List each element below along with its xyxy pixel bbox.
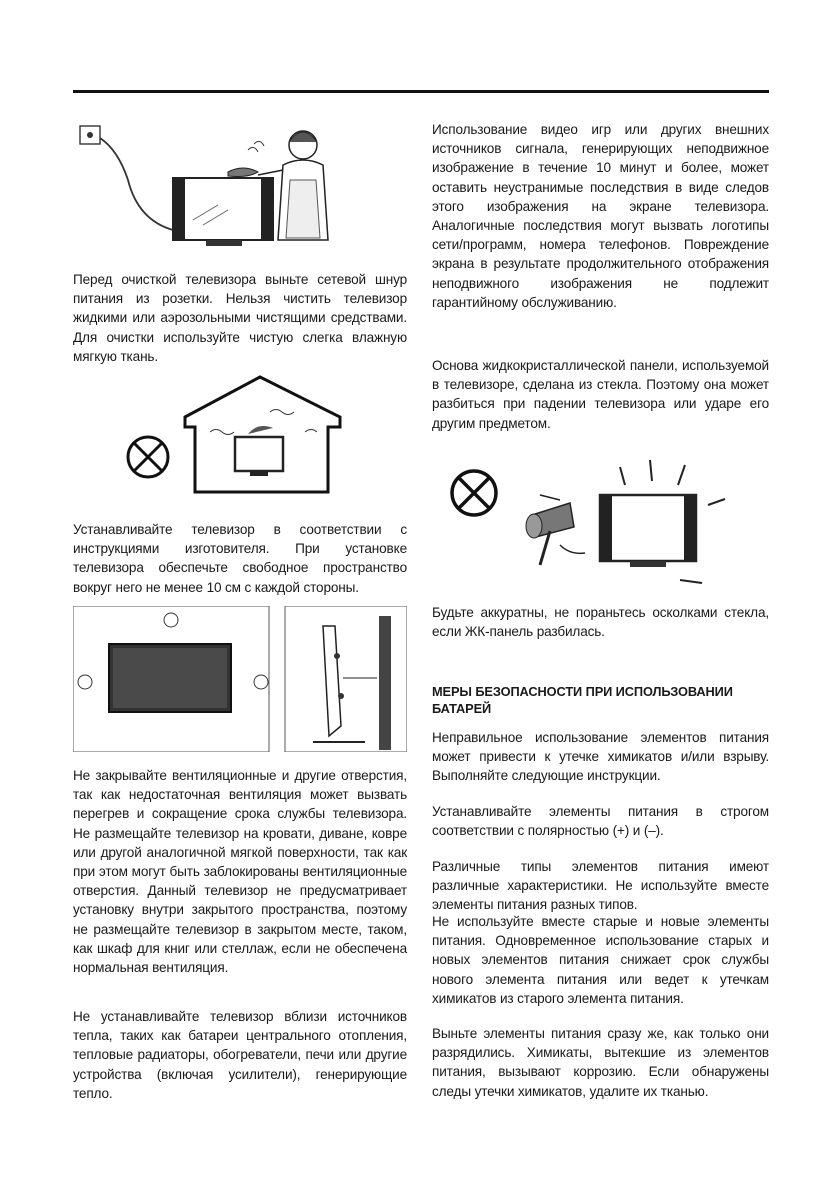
ventilation-illustration <box>110 372 350 502</box>
clearance-illustration <box>73 606 407 752</box>
header-rule <box>73 90 769 93</box>
paragraph-battery-2: Устанавливайте элементы питания в строгом соответствии с полярностью (+) и (–). <box>432 804 769 839</box>
paragraph-games: Использование видео игр или других внешних источников сигнала, генерирующих неподвижное изображение в течение 10 минут и более, может оставить неустранимые последствия в виде следов этого изображения на экране телевизора. Аналогичные последствия могут вызвать логотипы сети/программ, номера телефонов. Повреждение экрана в результате продолжительного отображения неподвижного изображения не подлежит гарантийному обслуживанию. <box>432 122 769 310</box>
paragraph-cleaning: Перед очисткой телевизора выньте сетевой шнур питания из розетки. Нельзя чистить телевизор жидкими или аэрозольными чистящими средствами. Для очистки используйте чистую слегка влажную мягкую ткань. <box>73 272 407 364</box>
paragraph-battery-3: Различные типы элементов питания имеют различные характеристики. Не используйте вместе элементы питания разных типов. <box>432 859 769 913</box>
paragraph-glass: Основа жидкокристаллической панели, используемой в телевизоре, сделана из стекла. Поэтому она может разбиться при падении телевизора или ударе его другим предметом. <box>432 358 769 431</box>
paragraph-install: Устанавливайте телевизор в соответствии с инструкциями изготовителя. При установке телевизора обеспечьте свободное пространство вокруг него не менее 10 см с каждой стороны. <box>73 522 407 595</box>
paragraph-battery-1: Неправильное использование элементов питания может привести к утечке химикатов и/или взрыву. Выполняйте следующие инструкции. <box>432 730 769 784</box>
impact-illustration <box>440 455 730 585</box>
paragraph-careful: Будьте аккуратны, не пораньтесь осколками стекла, если ЖК-панель разбилась. <box>432 605 769 640</box>
paragraph-heat: Не устанавливайте телевизор вблизи источников тепла, таких как батареи центрального отопления, тепловые радиаторы, обогреватели, печи или другие устройства (включая усилители), генерирующие тепло. <box>73 1009 407 1101</box>
paragraph-vents: Не закрывайте вентиляционные и другие отверстия, так как недостаточная вентиляция может вызвать перегрев и сокращение срока службы телевизора. Не размещайте телевизор на кровати, диване, ковре или другой аналогичной мягкой поверхности, так как при этом могут быть заблокированы вентиляционные отверстия. Данный телевизор не предусматривает установку внутри закрытого пространства, поэтому не размещайте телевизор в закрытом месте, таком, как шкаф для книг или стеллаж, если не обеспечена нормальная вентиляция. <box>73 768 407 976</box>
paragraph-battery-4: Не используйте вместе старые и новые элементы питания. Одновременное использование старых и новых элементов питания снижает срок службы нового элемента питания или ведет к утечкам химикатов из старого элемента питания. <box>432 914 769 1006</box>
cleaning-illustration <box>78 120 348 260</box>
paragraph-battery-5: Выньте элементы питания сразу же, как только они разрядились. Химикаты, вытекшие из элементов питания, вызывают коррозию. Если обнаружены следы утечки химикатов, удалите их тканью. <box>432 1026 769 1099</box>
battery-heading: МЕРЫ БЕЗОПАСНОСТИ ПРИ ИСПОЛЬЗОВАНИИ БАТАРЕЙ <box>432 684 733 716</box>
